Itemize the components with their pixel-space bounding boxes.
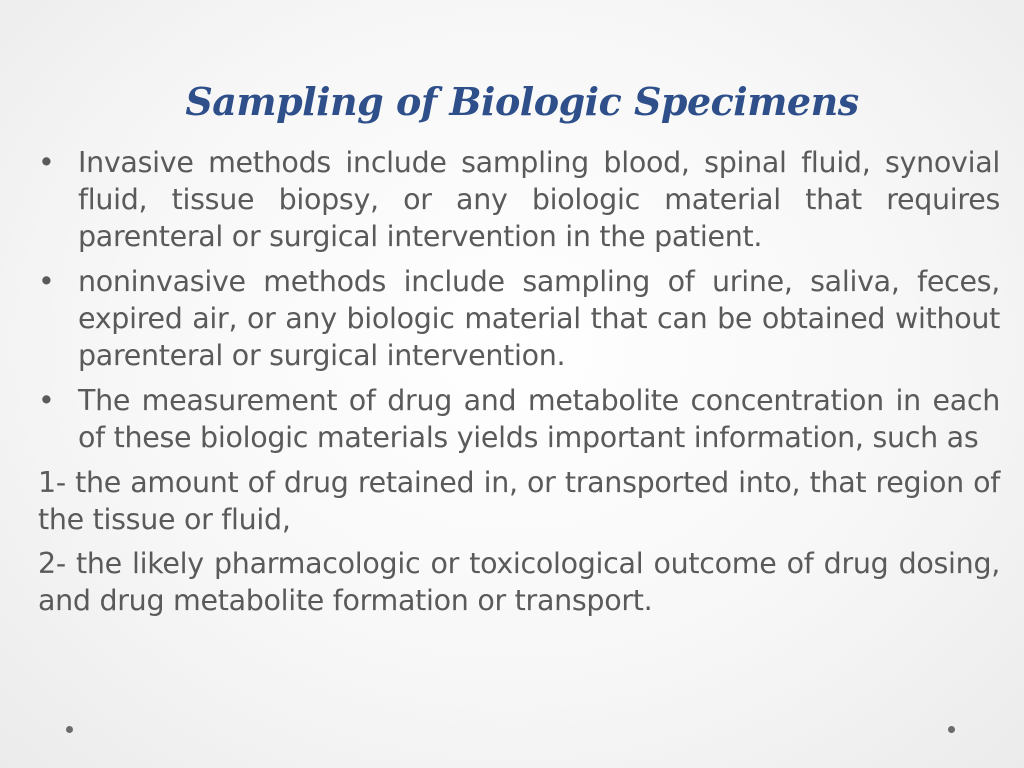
bullet-item (38, 144, 1000, 255)
bullet-glyph: • (38, 265, 55, 298)
bullet-item (38, 382, 1000, 456)
bullet-text: Invasive methods include sampling blood, spinal fluid, synovial fluid, tissue biopsy, or any biologic material that requires parenteral or surgical intervention in the patient. (78, 146, 1000, 253)
slide-content (38, 144, 1000, 626)
footer-dot-left (66, 726, 73, 733)
bullet-text: The measurement of drug and metabolite concentration in each of these biologic materials yields important information, such as (78, 384, 1000, 454)
numbered-paragraph: 2- the likely pharmacologic or toxicological outcome of drug dosing, and drug metabolite formation or transport. (38, 547, 1000, 617)
footer-dot-right (948, 726, 955, 733)
numbered-paragraph: 1- the amount of drug retained in, or transported into, that region of the tissue or fluid, (38, 466, 1000, 536)
bullet-item (38, 263, 1000, 374)
bullet-text: noninvasive methods include sampling of urine, saliva, feces, expired air, or any biologic material that can be obtained without parenteral or surgical intervention. (78, 265, 1000, 372)
bullet-glyph: • (38, 146, 55, 179)
slide-title: Sampling of Biologic Specimens (185, 79, 859, 124)
bullet-glyph: • (38, 384, 55, 417)
